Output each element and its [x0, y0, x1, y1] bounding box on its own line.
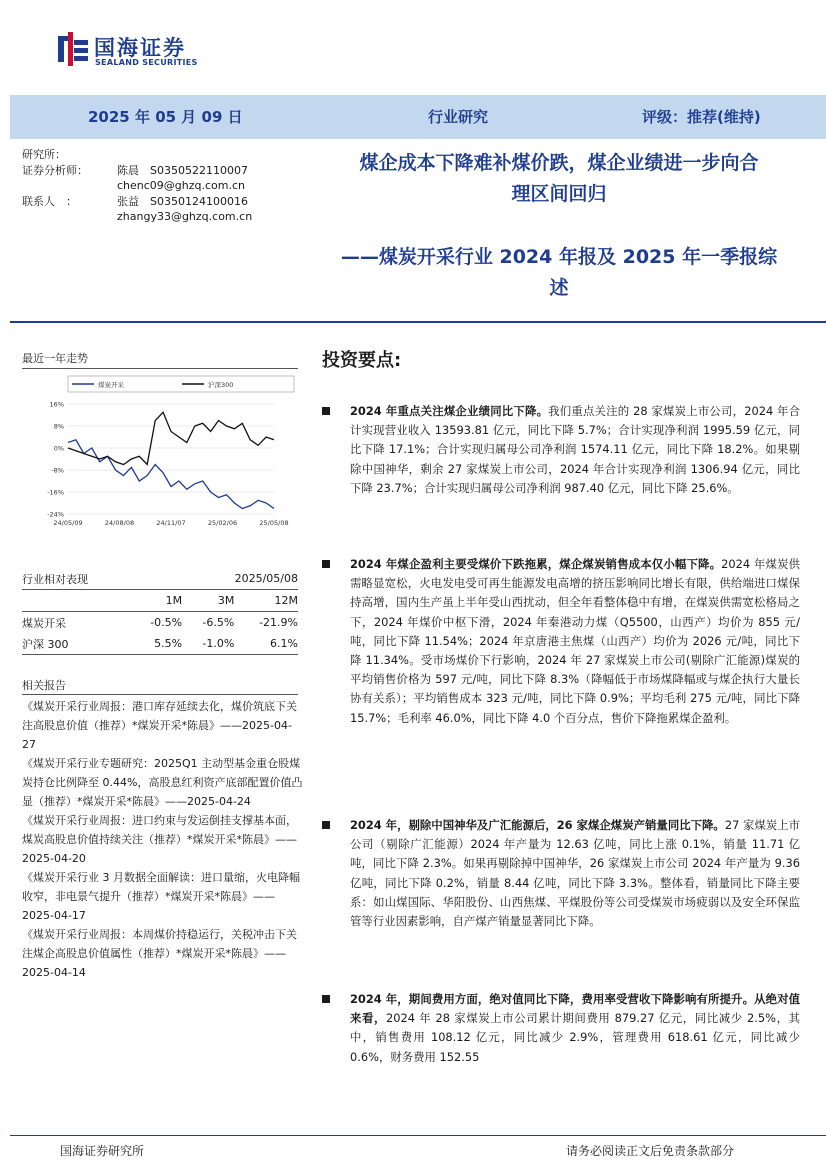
y-tick-label: -16% — [47, 488, 64, 497]
series-line — [68, 412, 274, 464]
perf-col-3m: 3M — [182, 590, 234, 612]
bullet-icon — [322, 995, 330, 1003]
report-date: 2025 年 05 月 09 日 — [88, 108, 243, 126]
perf-cell: 5.5% — [130, 633, 182, 655]
trend-chart — [22, 372, 298, 542]
point-lead: 2024 年煤企盈利主要受煤价下跌拖累，煤企煤炭销售成本仅小幅下降。 — [350, 557, 722, 571]
brand-name-cn: 国海证券 — [94, 36, 186, 60]
perf-col-12m: 12M — [234, 590, 298, 612]
analyst-label: 证券分析师： — [22, 163, 88, 177]
trend-heading: 最近一年走势 — [22, 352, 88, 365]
point-body: 2024 年 28 家煤炭上市公司累计期间费用 879.27 亿元，同比减少 2.5%，其中，销售费用 108.12 亿元，同比减少 2.9%，管理费用 618.61 亿元，同比减少 0.6%，财务费用 152.55 — [350, 1011, 800, 1064]
y-tick-label: -24% — [47, 510, 64, 519]
point-3 — [322, 816, 800, 931]
y-tick-label: 16% — [49, 400, 64, 409]
point-1 — [322, 402, 800, 498]
title-line-2: 理区间回归 — [511, 183, 607, 205]
perf-row-name: 沪深 300 — [22, 633, 130, 655]
footer-right: 请务必阅读正文后免责条款部分 — [566, 1144, 735, 1158]
point-body: 我们重点关注的 28 家煤炭上市公司，2024 年合计实现营业收入 13593.81 亿元，同比下降 5.7%；合计实现净利润 1995.59 亿元，同比下降 17.1%；合计实现归属母公司净利润 1574.11 亿元，同比下降 18.2%。如果剔除中国神华，剩余 27 家煤炭上市公司，2024 年合计实现净利润 1306.94 亿元，同比下降 23.7%；合计实现归属母公司净利润 987.40 亿元，同比下降 25.6%。 — [350, 404, 800, 495]
point-body: 27 家煤炭上市公司（剔除广汇能源）2024 年产量为 12.63 亿吨，同比上涨 0.1%，销量 11.71 亿吨，同比下降 2.3%。如果再剔除掉中国神华，26 家煤炭上市公司 2024 年产量为 9.36 亿吨，同比下降 0.2%，销量 8.44 亿吨，同比下降 3.3%。整体看，销量同比下降主要系：如山煤国际、华阳股份、山西焦煤、平煤股份等公司受煤炭市场疲弱以及安全环保监管等行业因素影响，自产煤产销量显著同比下降。 — [350, 818, 800, 929]
perf-cell: -0.5% — [150, 616, 183, 629]
point-2 — [322, 555, 800, 728]
perf-col-0 — [22, 590, 130, 612]
bullet-icon — [322, 821, 330, 829]
title-line-4: 述 — [549, 277, 569, 299]
series-line — [68, 440, 274, 509]
y-tick-label: 8% — [53, 422, 64, 431]
title-line-1: 煤企成本下降难补煤价跌，煤企业绩进一步向合 — [359, 152, 759, 174]
perf-heading: 行业相对表现 — [22, 568, 130, 590]
analyst-info — [22, 147, 252, 225]
related-report[interactable]: 《煤炭开采行业周报：港口库存延续去化，煤价筑底下关注高股息价值（推荐）*煤炭开采*陈晨》——2025-04-27 — [22, 700, 297, 751]
legend-label: 沪深300 — [208, 381, 234, 389]
report-type: 行业研究 — [428, 108, 489, 126]
rating: 评级：推荐(维持) — [642, 108, 761, 126]
table-row — [22, 633, 298, 655]
point-body: 2024 年煤炭供需略显宽松，火电发电受可再生能源发电高增的挤压影响同比增长有限，供给端进口煤保持高增，国内生产虽上半年受山西扰动，但全年看整体稳中有增，在煤炭供需宽松格局之下，2024 年煤价中枢下滑，2024 年秦港动力煤（Q5500，山西产）均价为 855 元/吨，同比下降 11.54%；2024 年京唐港主焦煤（山西产）均价为 2026 元/吨，同比下降 11.34%。受市场煤价下行影响，2024 年 27 家煤炭上市公司(剔除广汇能源)煤炭的平均销售价格为 597 元/吨，同比下降 8.3%（降幅低于市场煤降幅或与煤企执行大量长协有关系）；平均销售成本 323 元/吨，同比下降 0.9%；平均毛利 275 元/吨，同比下降 15.7%；毛利率 46.0%，同比下降 4.0 个百分点，售价下降拖累煤企盈利。 — [350, 557, 800, 725]
y-tick-label: -8% — [51, 466, 64, 475]
title-line-3: ——煤炭开采行业 2024 年报及 2025 年一季报综 — [340, 246, 778, 268]
legend-label: 煤炭开采 — [98, 381, 124, 389]
report-title — [320, 148, 798, 210]
x-tick-label: 24/05/09 — [53, 519, 83, 527]
related-divider — [22, 694, 298, 695]
related-report[interactable]: 《煤炭开采行业周报：进口约束与发运倒挂支撑基本面，煤炭高股息价值持续关注（推荐）*煤炭开采*陈晨》——2025-04-20 — [22, 814, 297, 865]
relative-performance-table — [22, 568, 298, 655]
perf-col-1m: 1M — [130, 590, 182, 612]
perf-cell: 6.1% — [234, 633, 298, 655]
point-4 — [322, 990, 800, 1067]
perf-cell: -1.0% — [182, 633, 234, 655]
related-heading: 相关报告 — [22, 679, 66, 692]
perf-cell: -6.5% — [202, 616, 235, 629]
footer-divider — [10, 1135, 826, 1136]
header-divider — [10, 321, 826, 323]
analyst-email[interactable]: chenc09@ghzq.com.cn — [117, 179, 246, 192]
analyst-name: 陈晨 S0350522110007 — [117, 163, 248, 177]
sealand-logo-icon — [58, 32, 88, 66]
contact-label: 联系人 ： — [22, 194, 77, 208]
x-tick-label: 25/05/08 — [259, 519, 289, 527]
brand-name-en: SEALAND SECURITIES — [95, 58, 198, 67]
bullet-icon — [322, 560, 330, 568]
perf-row-name: 煤炭开采 — [22, 616, 66, 630]
institute-label: 研究所： — [22, 148, 66, 161]
x-tick-label: 25/02/06 — [207, 519, 238, 527]
x-tick-label: 24/11/07 — [156, 519, 186, 527]
point-lead: 2024 年，期间费用方面，绝对值同比下降，费用率受营收下降影响有所提升。从绝对值来看， — [350, 992, 800, 1026]
related-reports — [22, 697, 304, 982]
related-report[interactable]: 《煤炭开采行业专题研究：2025Q1 主动型基金重仓股煤炭持仓比例降至 0.44%，高股息红利资产底部配置价值凸显（推荐）*煤炭开采*陈晨》——2025-04-24 — [22, 757, 303, 808]
point-lead: 2024 年，剔除中国神华及广汇能源后，26 家煤企煤炭产销量同比下降。 — [350, 818, 725, 832]
x-tick-label: 24/08/08 — [104, 519, 135, 527]
trend-divider — [22, 368, 298, 369]
perf-date: 2025/05/08 — [182, 568, 298, 590]
contact-name: 张益 S0350124100016 — [117, 194, 248, 208]
related-report[interactable]: 《煤炭开采行业周报：本周煤价持稳运行，关税冲击下关注煤企高股息价值属性（推荐）*煤炭开采*陈晨》——2025-04-14 — [22, 928, 297, 979]
report-subtitle — [320, 242, 798, 304]
perf-cell: -21.9% — [259, 616, 298, 629]
bullet-icon — [322, 407, 330, 415]
related-report[interactable]: 《煤炭开采行业 3 月数据全面解读：进口量缩，火电降幅收窄，非电景气提升（推荐）*煤炭开采*陈晨》——2025-04-17 — [22, 871, 300, 922]
footer-left: 国海证券研究所 — [60, 1144, 145, 1158]
contact-email[interactable]: zhangy33@ghzq.com.cn — [117, 210, 253, 223]
investment-heading: 投资要点: — [322, 350, 402, 371]
table-row — [22, 612, 298, 634]
y-tick-label: 0% — [53, 444, 64, 453]
point-lead: 2024 年重点关注煤企业绩同比下降。 — [350, 404, 549, 418]
